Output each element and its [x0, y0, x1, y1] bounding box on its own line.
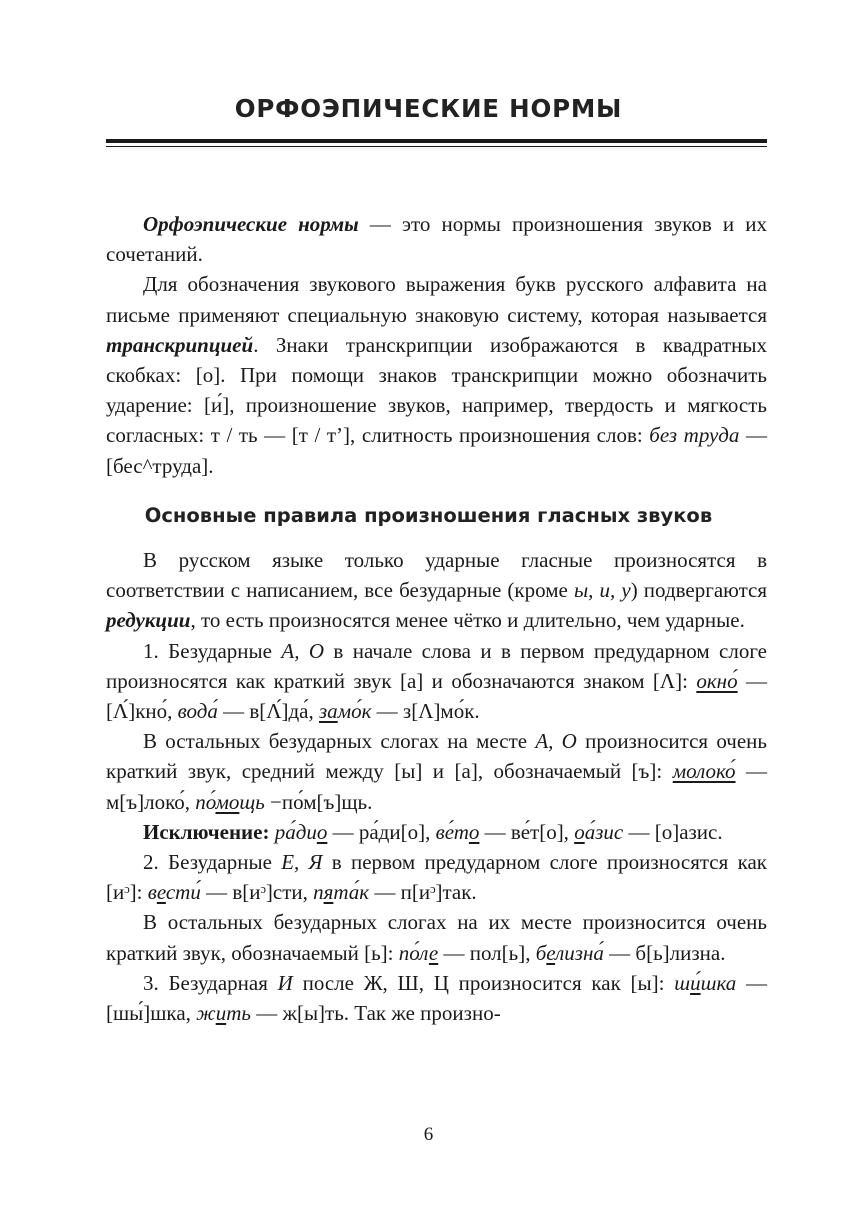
example-belizna-b: е [546, 940, 556, 965]
reduction-text-b: ) подвергаются [630, 578, 767, 603]
example-okno-tr: — [Λ́]кно́, [106, 668, 768, 724]
example-shishka-a: ш [674, 970, 691, 995]
example-pomoshch-tr: −по́м[ъ]щь. [264, 789, 373, 814]
rule-1-cont-paragraph [106, 726, 767, 817]
example-zamok-b: мо́к [337, 699, 372, 724]
heading-rule-thick [106, 139, 767, 143]
example-pyatak-c: та́к [333, 880, 370, 905]
example-zamok-a: за [318, 699, 338, 724]
reduction-letters: ы, и, у [573, 578, 631, 603]
rule-2-letters: Е, Я [281, 850, 323, 875]
rule-3-letter: И [277, 970, 293, 995]
example-pomoshch [195, 790, 265, 814]
rule-1-text-a: 1. Безударные [143, 638, 282, 663]
definition-paragraph [106, 209, 767, 269]
example-pyatak-a: п [313, 880, 324, 905]
example-oazis-b: а́зис [584, 819, 624, 844]
example-voda [178, 699, 218, 723]
example-belizna-tr: — б[ь]лизна. [603, 940, 726, 965]
rule-2-text-b: в первом предударном слоге произносятся как [иᵓ]: [106, 850, 767, 905]
transcription-text-2: . Знаки транскрипции изображаются в квадратных скобках: [о]. При помощи знаков транскрипции можно обозначить ударение: [и́], произношение звуков, например, твердость и мягкость согласных: т / ть — [т / т’], слитность произношения слов: [106, 332, 767, 448]
section-heading: ОРФОЭПИЧЕСКИЕ НОРМЫ [234, 94, 623, 123]
example-pomoshch-c: щь [239, 789, 265, 814]
example-oazis [574, 820, 623, 844]
example-pole-b: е [428, 940, 439, 965]
rule-1-cont-text-b: произносится очень краткий звук, средний между [ы] и [а], обозначаемый [ъ]: [106, 729, 767, 784]
example-veto [436, 820, 480, 844]
example-shishka-tr: — [шы́]шка, [106, 970, 767, 1026]
definition-text: — это нормы произношения звуков и их сочетаний. [106, 212, 767, 267]
example-veto-a: ве́т [435, 819, 469, 844]
example-zamok [319, 699, 371, 723]
example-vesti-a: в [147, 880, 157, 905]
intro-text [106, 209, 767, 481]
subheading: Основные правила произношения гласных звуков [144, 504, 713, 527]
example-zhit-tr: — ж[ы]ть. Так же произно- [250, 1001, 501, 1026]
example-oazis-tr: — [о]азис. [623, 819, 723, 844]
example-vesti-tr: — в[иᵓ]сти, [200, 880, 314, 905]
example-bez-truda: без труда [649, 423, 740, 448]
rule-1-paragraph [106, 636, 767, 727]
example-radio [269, 820, 327, 844]
exception-label: Исключение: [143, 819, 270, 844]
rule-3-paragraph [106, 968, 767, 1028]
example-pole [399, 941, 439, 965]
vowel-rules-text [106, 545, 767, 1028]
exception-paragraph [106, 817, 767, 847]
example-shishka [674, 971, 736, 995]
example-zamok-tr: — з[Λ]мо́к. [371, 699, 480, 724]
example-shishka-b: и́ [690, 970, 701, 995]
heading-rule-thin [106, 146, 767, 147]
example-zhit [196, 1001, 251, 1025]
reduction-paragraph [106, 545, 767, 636]
example-oazis-a: о [574, 819, 585, 844]
example-shishka-c: шка [700, 970, 737, 995]
example-moloko-tr: — м[ъ]локо́, [106, 759, 768, 814]
rule-2-paragraph [106, 847, 767, 907]
rule-1-cont-letters: А, О [535, 729, 577, 754]
example-zhit-a: ж [196, 1001, 216, 1026]
rule-3-text-b: после Ж, Ш, Ц произносится как [ы]: [292, 970, 675, 995]
example-pyatak-b: я [323, 880, 334, 905]
rule-1-text-b: в начале слова и в первом предударном слоге произносятся как краткий звук [а] и обозначаются знаком [Λ]: [106, 638, 767, 693]
example-radio-a: ра́ди [269, 819, 317, 844]
example-belizna [536, 941, 604, 965]
example-voda-b: да́ [196, 699, 218, 724]
example-vesti-b: е [156, 880, 166, 905]
example-zhit-c: ть [226, 1001, 251, 1026]
example-belizna-a: б [535, 940, 547, 965]
rule-1-letters: А, О [281, 638, 325, 663]
rule-2-text-a: 2. Безударные [143, 850, 282, 875]
rule-2-cont-text-a: В остальных безударных слогах на их месте произносится очень краткий звук, обозначаемый [ь]: [106, 910, 767, 965]
example-zhit-b: и [215, 1001, 227, 1026]
example-pomoshch-b: мо [215, 789, 240, 814]
example-voda-a: во [177, 699, 197, 724]
example-veto-b: о [468, 819, 480, 844]
example-pole-a: по́л [398, 940, 429, 965]
example-radio-tr: — ра́ди[о], [327, 819, 436, 844]
term-reduction: редукции [106, 608, 191, 633]
example-voda-tr: — в[Λ́]да́, [217, 699, 319, 724]
example-pole-tr: — пол[ь], [438, 940, 536, 965]
example-vesti-c: сти́ [165, 880, 201, 905]
example-transcription: — [бес^труда]. [106, 423, 767, 478]
example-okno: окно́ [696, 668, 738, 693]
example-pyatak-tr: — п[иᵓ]так. [369, 880, 477, 905]
transcription-paragraph [106, 269, 767, 480]
example-vesti [148, 880, 201, 904]
example-moloko: молоко́ [672, 759, 736, 784]
transcription-text-1: Для обозначения звукового выражения букв русского алфавита на письме применяют специальную знаковую систему, которая называется [106, 272, 767, 327]
rule-1-cont-text-a: В остальных безударных слогах на месте [143, 729, 536, 754]
rule-3-text-a: 3. Безударная [143, 970, 278, 995]
reduction-text-a: В русском языке только ударные гласные произносятся в соответствии с написанием, все безударные (кроме [106, 548, 767, 603]
term-orthoepic-norms: Орфоэпические нормы [143, 212, 359, 236]
rule-2-cont-paragraph [106, 907, 767, 967]
example-belizna-c: лизна́ [555, 940, 604, 965]
term-transcription: транскрипцией [106, 332, 254, 357]
reduction-text-c: , то есть произносятся менее чётко и длительно, чем ударные. [190, 608, 745, 633]
example-radio-b: о [316, 819, 328, 844]
example-pyatak [313, 880, 369, 904]
example-veto-tr: — ве́т[о], [479, 819, 575, 844]
example-pomoshch-a: по́ [195, 789, 216, 814]
page-number: 6 [423, 1124, 434, 1145]
